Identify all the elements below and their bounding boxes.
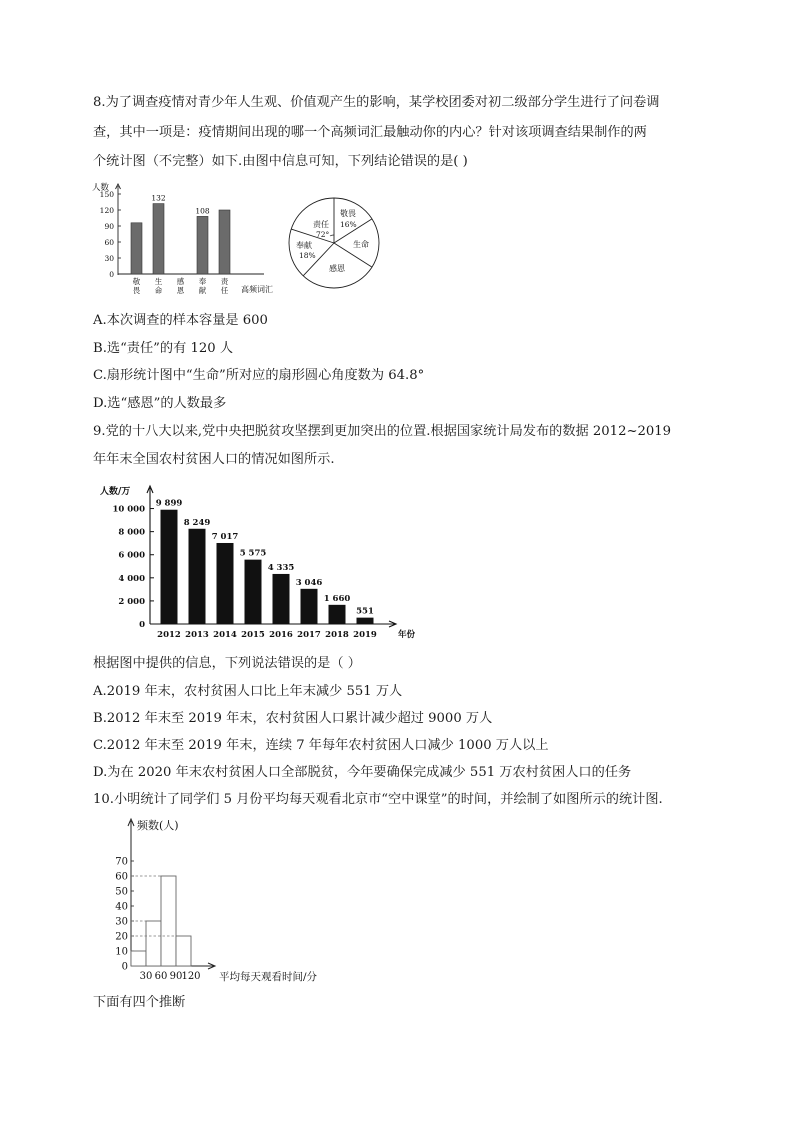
- q9-y-tick-label: 8 000: [118, 527, 145, 538]
- q8-bar: [219, 210, 230, 274]
- q10-x-tick-label: 120: [181, 971, 201, 982]
- q8-option-a: A.本次调查的样本容量是 600: [93, 313, 268, 328]
- q10-histogram-bar: [146, 921, 161, 966]
- q8-bar-data-label: 132: [151, 193, 166, 203]
- q9-bar: [245, 560, 262, 624]
- q9-x-tick-label: 2019: [353, 630, 377, 640]
- q8-y-tick-label: 0: [109, 270, 114, 279]
- q8-line-2: 查，其中一项是：疫情期间出现的哪一个高频词汇最触动你的内心？针对该项调查结果制作的两: [93, 125, 647, 140]
- q10-line-1: 10.小明统计了同学们 5 月份平均每天观看北京市“空中课堂”的时间，并绘制了如图所示的统计图.: [93, 792, 663, 807]
- q9-x-tick-label: 2017: [297, 630, 321, 640]
- q9-bar-data-label: 9 899: [155, 498, 183, 509]
- q8-y-tick-label: 120: [99, 206, 114, 215]
- q9-bar: [273, 574, 290, 624]
- q10-histogram-bar: [176, 936, 191, 966]
- q9-option-b: B.2012 年末至 2019 年末，农村贫困人口累计减少超过 9000 万人: [93, 711, 493, 726]
- pie-label-fengxian: 奉献: [296, 241, 312, 250]
- pie-label-jingwei-pct: 16%: [340, 220, 357, 229]
- q9-x-tick-label: 2016: [269, 630, 293, 640]
- q8-pie-chart: [287, 196, 381, 290]
- q9-x-tick-label: 2015: [241, 630, 265, 640]
- q8-bar: [131, 223, 142, 274]
- q10-xlabel: 平均每天观看时间/分: [219, 971, 318, 983]
- q8-y-tick-label: 150: [99, 190, 114, 199]
- q8-x-tick-label: 献: [198, 286, 207, 295]
- q10-y-tick-label: 30: [115, 916, 128, 928]
- q10-histogram-bar: [131, 951, 146, 966]
- q8-option-c: C.扇形统计图中“生命”所对应的扇形圆心角度数为 64.8°: [93, 368, 425, 383]
- q9-option-d: D.为在 2020 年末农村贫困人口全部脱贫，今年要确保完成减少 551 万农村贫困人口的任务: [93, 765, 632, 780]
- q10-y-tick-label: 10: [115, 946, 128, 958]
- q8-x-tick-label: 责: [220, 277, 229, 286]
- pie-label-zeren-angle: 72°: [316, 230, 330, 239]
- q8-x-tick-label: 感: [176, 277, 185, 286]
- q9-bar-data-label: 3 046: [295, 577, 323, 588]
- q10-y-tick-label: 70: [115, 856, 128, 868]
- q10-x-tick-label: 90: [169, 971, 183, 982]
- q8-x-tick-label: 命: [154, 286, 163, 295]
- pie-label-zeren: 责任: [313, 220, 329, 229]
- q10-y-tick-label: 40: [115, 901, 128, 913]
- pie-label-ganen: 感恩: [329, 264, 345, 273]
- q9-bar: [217, 543, 234, 624]
- q9-bar: [329, 605, 346, 624]
- pie-label-jingwei: 敬畏: [340, 209, 356, 218]
- q9-line-1: 9.党的十八大以来,党中央把脱贫攻坚摆到更加突出的位置.根据国家统计局发布的数据 2012~2019: [93, 424, 672, 439]
- q8-y-tick-label: 60: [104, 238, 114, 247]
- q9-option-a: A.2019 年末，农村贫困人口比上年末减少 551 万人: [93, 684, 403, 699]
- q10-histogram-bar: [161, 876, 176, 966]
- q8-bar-ylabel: 人数: [92, 183, 110, 193]
- q10-x-tick-label: 30: [139, 971, 153, 982]
- q10-x-tick-label: 60: [154, 971, 168, 982]
- q9-y-tick-label: 2 000: [118, 596, 145, 607]
- q9-y-tick-label: 0: [139, 620, 145, 630]
- q9-y-tick-label: 4 000: [118, 573, 145, 584]
- q9-x-tick-label: 2018: [325, 630, 349, 640]
- q9-bar-data-label: 7 017: [211, 531, 239, 542]
- q9-bar-data-label: 1 660: [323, 593, 351, 604]
- q10-tail: 下面有四个推断: [93, 995, 186, 1010]
- q8-bar: [197, 216, 208, 274]
- q10-y-tick-label: 60: [115, 871, 128, 883]
- q10-y-tick-label: 20: [115, 931, 128, 943]
- q8-line-1: 8.为了调查疫情对青少年人生观、价值观产生的影响，某学校团委对初二级部分学生进行了问卷调: [93, 95, 660, 110]
- q8-x-tick-label: 生: [154, 277, 163, 286]
- q8-option-d: D.选“感恩”的人数最多: [93, 396, 227, 411]
- pie-label-shengming: 生命: [353, 240, 369, 249]
- pie-angle-arc: [330, 235, 334, 236]
- q8-line-3: 个统计图（不完整）如下.由图中信息可知，下列结论错误的是( ): [93, 154, 468, 169]
- q8-y-tick-label: 30: [104, 254, 114, 263]
- q8-bar-xlabel: 高频词汇: [241, 285, 273, 294]
- q9-x-tick-label: 2014: [213, 630, 237, 640]
- q9-bar: [357, 618, 374, 624]
- q9-bar: [301, 589, 318, 624]
- q8-x-tick-label: 恩: [176, 286, 185, 295]
- q9-x-tick-label: 2012: [157, 630, 181, 640]
- q9-bar: [189, 529, 206, 624]
- q9-option-c: C.2012 年末至 2019 年末，连续 7 年每年农村贫困人口减少 1000 万人以上: [93, 738, 549, 753]
- q8-x-tick-label: 奉: [198, 277, 207, 286]
- q9-stem: 根据图中提供的信息，下列说法错误的是（ ）: [93, 656, 361, 671]
- q9-bar-chart: [100, 482, 430, 642]
- q9-y-tick-label: 6 000: [118, 550, 145, 561]
- pie-label-fengxian-pct: 18%: [299, 251, 316, 260]
- q9-bar: [161, 510, 178, 624]
- q10-y-tick-label: 0: [121, 961, 128, 973]
- q9-ylabel: 人数/万: [100, 487, 131, 497]
- q8-x-tick-label: 任: [220, 286, 229, 295]
- q9-y-tick-label: 10 000: [112, 504, 145, 515]
- q8-bar-data-label: 108: [195, 206, 210, 216]
- q9-bar-data-label: 8 249: [183, 517, 211, 528]
- q8-option-b: B.选“责任”的有 120 人: [93, 341, 234, 356]
- q9-xlabel: 年份: [398, 630, 416, 640]
- q9-bar-data-label: 5 575: [239, 548, 267, 559]
- q9-x-tick-label: 2013: [185, 630, 209, 640]
- q10-y-tick-label: 50: [115, 886, 128, 898]
- q10-histogram: [110, 815, 340, 985]
- q8-y-tick-label: 90: [104, 222, 114, 231]
- q9-bar-data-label: 551: [356, 606, 374, 617]
- q9-line-2: 年年末全国农村贫困人口的情况如图所示.: [93, 452, 335, 467]
- q8-x-tick-label: 敬: [132, 277, 141, 286]
- q8-bar-chart: [88, 180, 288, 305]
- q8-bar: [153, 204, 164, 274]
- q8-x-tick-label: 畏: [132, 286, 141, 295]
- q10-ylabel: 频数(人): [137, 819, 179, 832]
- q9-bar-data-label: 4 335: [267, 562, 295, 573]
